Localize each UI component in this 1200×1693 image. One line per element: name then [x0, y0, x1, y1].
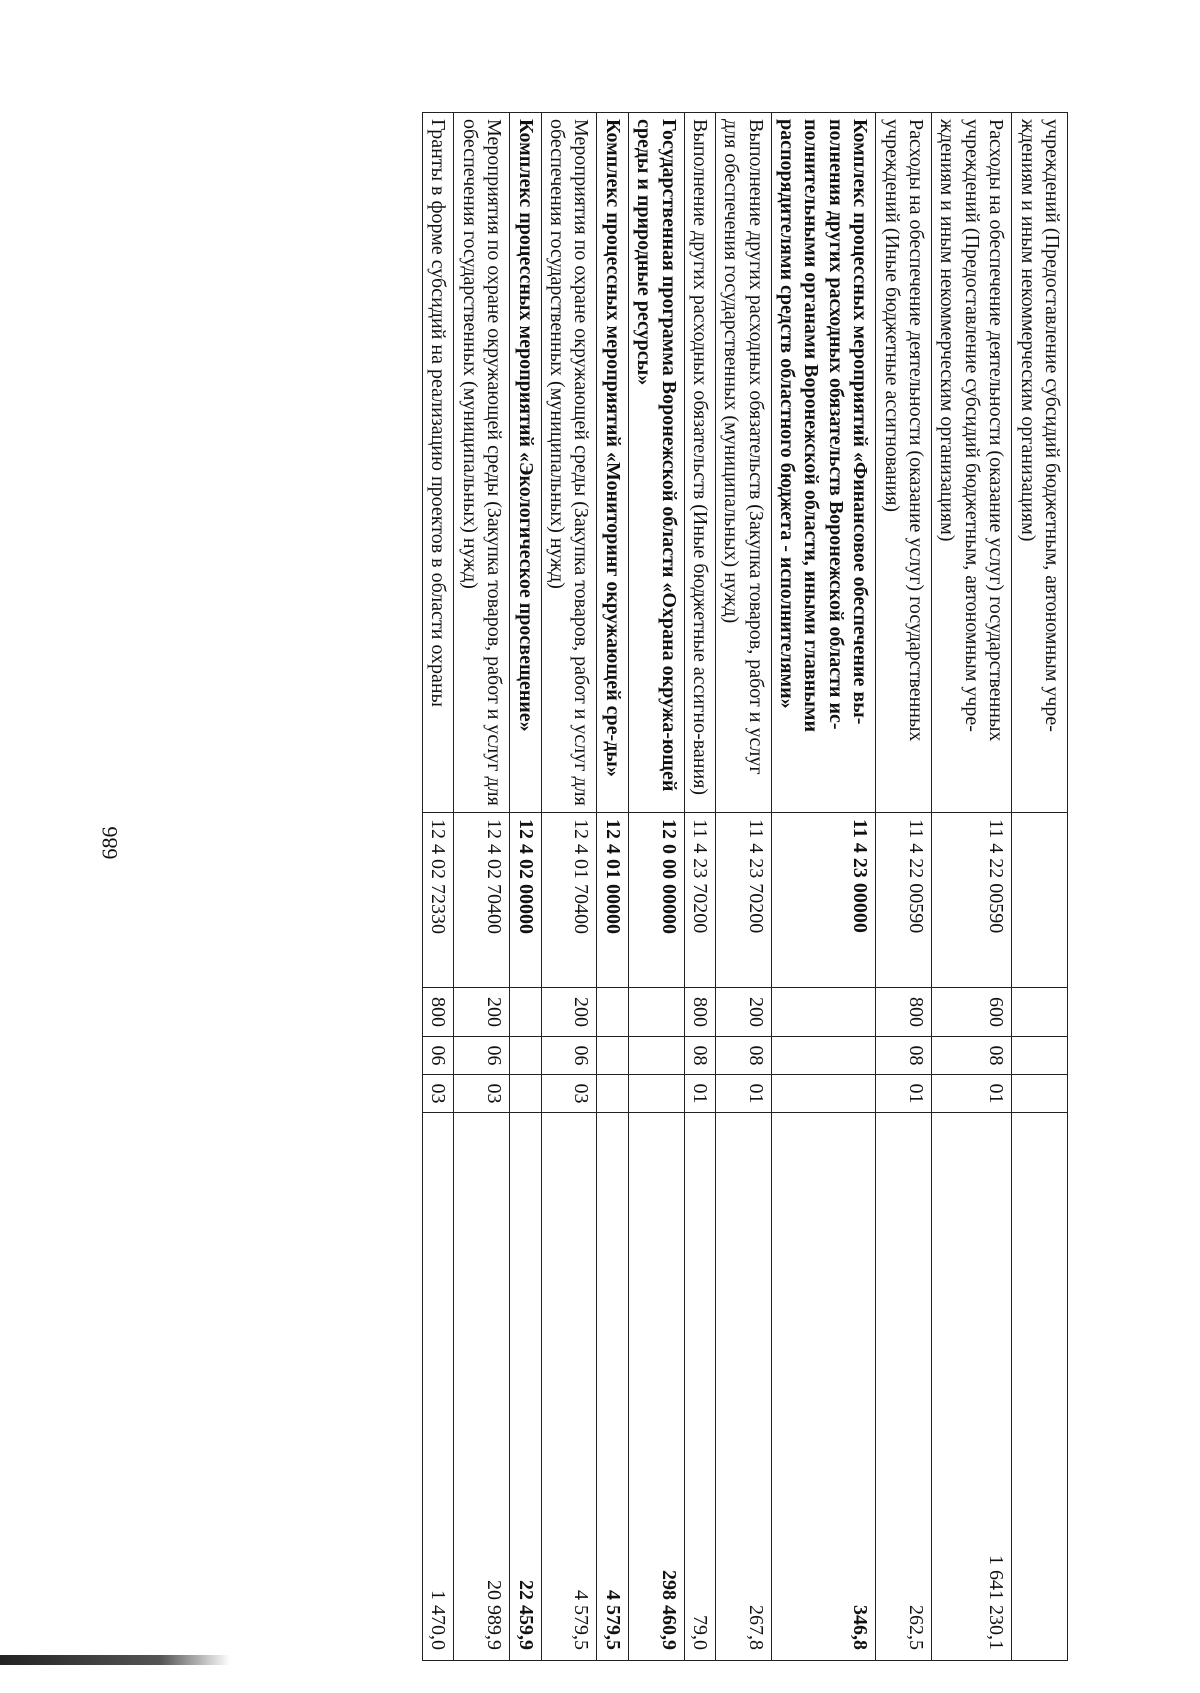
row-rz-cell: 08 — [876, 1037, 932, 1075]
row-pr-cell: 03 — [454, 1075, 510, 1113]
table-row — [715, 113, 771, 1661]
row-name-cell: Комплекс процессных мероприятий «Финансовое обеспечение вы-полнения других расходных обязательств Воронежской области ис-полнительными органами Воронежской области, иными главными распорядителями средств областного бюджета - исполнителями» — [771, 113, 876, 813]
row-name-cell: Мероприятия по охране окружающей среды (Закупка товаров, работ и услуг для обеспечения государственных (муниципальных) нужд) — [454, 113, 510, 813]
table-row — [876, 113, 932, 1661]
row-rz-cell — [510, 1037, 541, 1075]
row-name-cell: учреждений (Предоставление субсидий бюджетным, автономным учре-ждениям и иным некоммерческим организациям) — [1012, 113, 1068, 813]
row-code-cell: 12 4 01 70400 — [541, 813, 597, 988]
row-code-cell: 12 0 00 00000 — [628, 813, 684, 988]
row-code-cell — [1012, 813, 1068, 988]
row-rz-cell — [597, 1037, 628, 1075]
row-code-cell: 12 4 02 00000 — [510, 813, 541, 988]
table-row — [628, 113, 684, 1661]
row-name-cell: Государственная программа Воронежской области «Охрана окружа-ющей среды и природные ресурсы» — [628, 113, 684, 813]
row-name-cell: Комплекс процессных мероприятий «Мониторинг окружающей сре-ды» — [597, 113, 628, 813]
row-pr-cell: 03 — [541, 1075, 597, 1113]
table-row — [771, 113, 876, 1661]
row-code-cell: 11 4 22 00590 — [876, 813, 932, 988]
row-pr-cell — [597, 1075, 628, 1113]
row-name-cell: Расходы на обеспечение деятельности (оказание услуг) государственных учреждений (Иные бюджетные ассигнования) — [876, 113, 932, 813]
row-rz-cell: 06 — [454, 1037, 510, 1075]
row-rz-cell: 06 — [541, 1037, 597, 1075]
row-sum-cell: 79,0 — [684, 1113, 715, 1661]
row-rz-cell: 08 — [715, 1037, 771, 1075]
row-pr-cell — [628, 1075, 684, 1113]
budget-table-body — [423, 113, 1068, 1661]
row-pr-cell — [510, 1075, 541, 1113]
row-name-cell: Гранты в форме субсидий на реализацию проектов в области охраны — [423, 113, 454, 813]
row-code-cell: 11 4 23 70200 — [715, 813, 771, 988]
row-vr-cell: 800 — [423, 988, 454, 1037]
row-rz-cell: 06 — [423, 1037, 454, 1075]
row-vr-cell — [510, 988, 541, 1037]
table-row — [454, 113, 510, 1661]
row-sum-cell — [1012, 1113, 1068, 1661]
table-row — [684, 113, 715, 1661]
row-pr-cell: 01 — [715, 1075, 771, 1113]
row-sum-cell: 262,5 — [876, 1113, 932, 1661]
row-name-cell: Комплекс процессных мероприятий «Экологическое просвещение» — [510, 113, 541, 813]
table-row — [597, 113, 628, 1661]
row-vr-cell: 800 — [876, 988, 932, 1037]
table-row — [510, 113, 541, 1661]
row-rz-cell: 08 — [932, 1037, 1012, 1075]
row-name-cell: Выполнение других расходных обязательств (Закупка товаров, работ и услуг для обеспечения государственных (муниципальных) нужд) — [715, 113, 771, 813]
table-row — [541, 113, 597, 1661]
row-vr-cell — [628, 988, 684, 1037]
rotated-table-container — [208, 112, 1068, 1660]
row-code-cell: 11 4 22 00590 — [932, 813, 1012, 988]
row-sum-cell: 20 989,9 — [454, 1113, 510, 1661]
row-vr-cell: 200 — [715, 988, 771, 1037]
table-row — [932, 113, 1012, 1661]
budget-table — [422, 112, 1068, 1661]
row-vr-cell: 800 — [684, 988, 715, 1037]
row-sum-cell: 4 579,5 — [597, 1113, 628, 1661]
row-sum-cell: 1 641 230,1 — [932, 1113, 1012, 1661]
row-sum-cell: 4 579,5 — [541, 1113, 597, 1661]
row-rz-cell: 08 — [684, 1037, 715, 1075]
row-sum-cell: 1 470,0 — [423, 1113, 454, 1661]
row-pr-cell: 01 — [932, 1075, 1012, 1113]
table-row — [423, 113, 454, 1661]
row-rz-cell — [771, 1037, 876, 1075]
row-pr-cell: 01 — [684, 1075, 715, 1113]
row-code-cell: 12 4 02 70400 — [454, 813, 510, 988]
row-sum-cell: 346,8 — [771, 1113, 876, 1661]
row-pr-cell: 01 — [876, 1075, 932, 1113]
row-vr-cell: 600 — [932, 988, 1012, 1037]
row-name-cell: Расходы на обеспечение деятельности (оказание услуг) государственных учреждений (Предоставление субсидий бюджетным, автономным учре-ждениям и иным некоммерческим организациям) — [932, 113, 1012, 813]
row-name-cell: Мероприятия по охране окружающей среды (Закупка товаров, работ и услуг для обеспечения государственных (муниципальных) нужд) — [541, 113, 597, 813]
row-code-cell: 12 4 02 72330 — [423, 813, 454, 988]
row-vr-cell: 200 — [454, 988, 510, 1037]
row-code-cell: 12 4 01 00000 — [597, 813, 628, 988]
row-sum-cell: 22 459,9 — [510, 1113, 541, 1661]
row-code-cell: 11 4 23 70200 — [684, 813, 715, 988]
row-rz-cell — [628, 1037, 684, 1075]
row-sum-cell: 298 460,9 — [628, 1113, 684, 1661]
row-code-cell: 11 4 23 00000 — [771, 813, 876, 988]
row-pr-cell — [1012, 1075, 1068, 1113]
page-number: 686 — [97, 826, 122, 860]
scan-edge-mark — [0, 1655, 230, 1665]
row-pr-cell — [771, 1075, 876, 1113]
row-vr-cell — [771, 988, 876, 1037]
row-vr-cell — [1012, 988, 1068, 1037]
row-rz-cell — [1012, 1037, 1068, 1075]
row-vr-cell: 200 — [541, 988, 597, 1037]
row-name-cell: Выполнение других расходных обязательств (Иные бюджетные ассигно-вания) — [684, 113, 715, 813]
row-pr-cell: 03 — [423, 1075, 454, 1113]
row-vr-cell — [597, 988, 628, 1037]
row-sum-cell: 267,8 — [715, 1113, 771, 1661]
table-row — [1012, 113, 1068, 1661]
